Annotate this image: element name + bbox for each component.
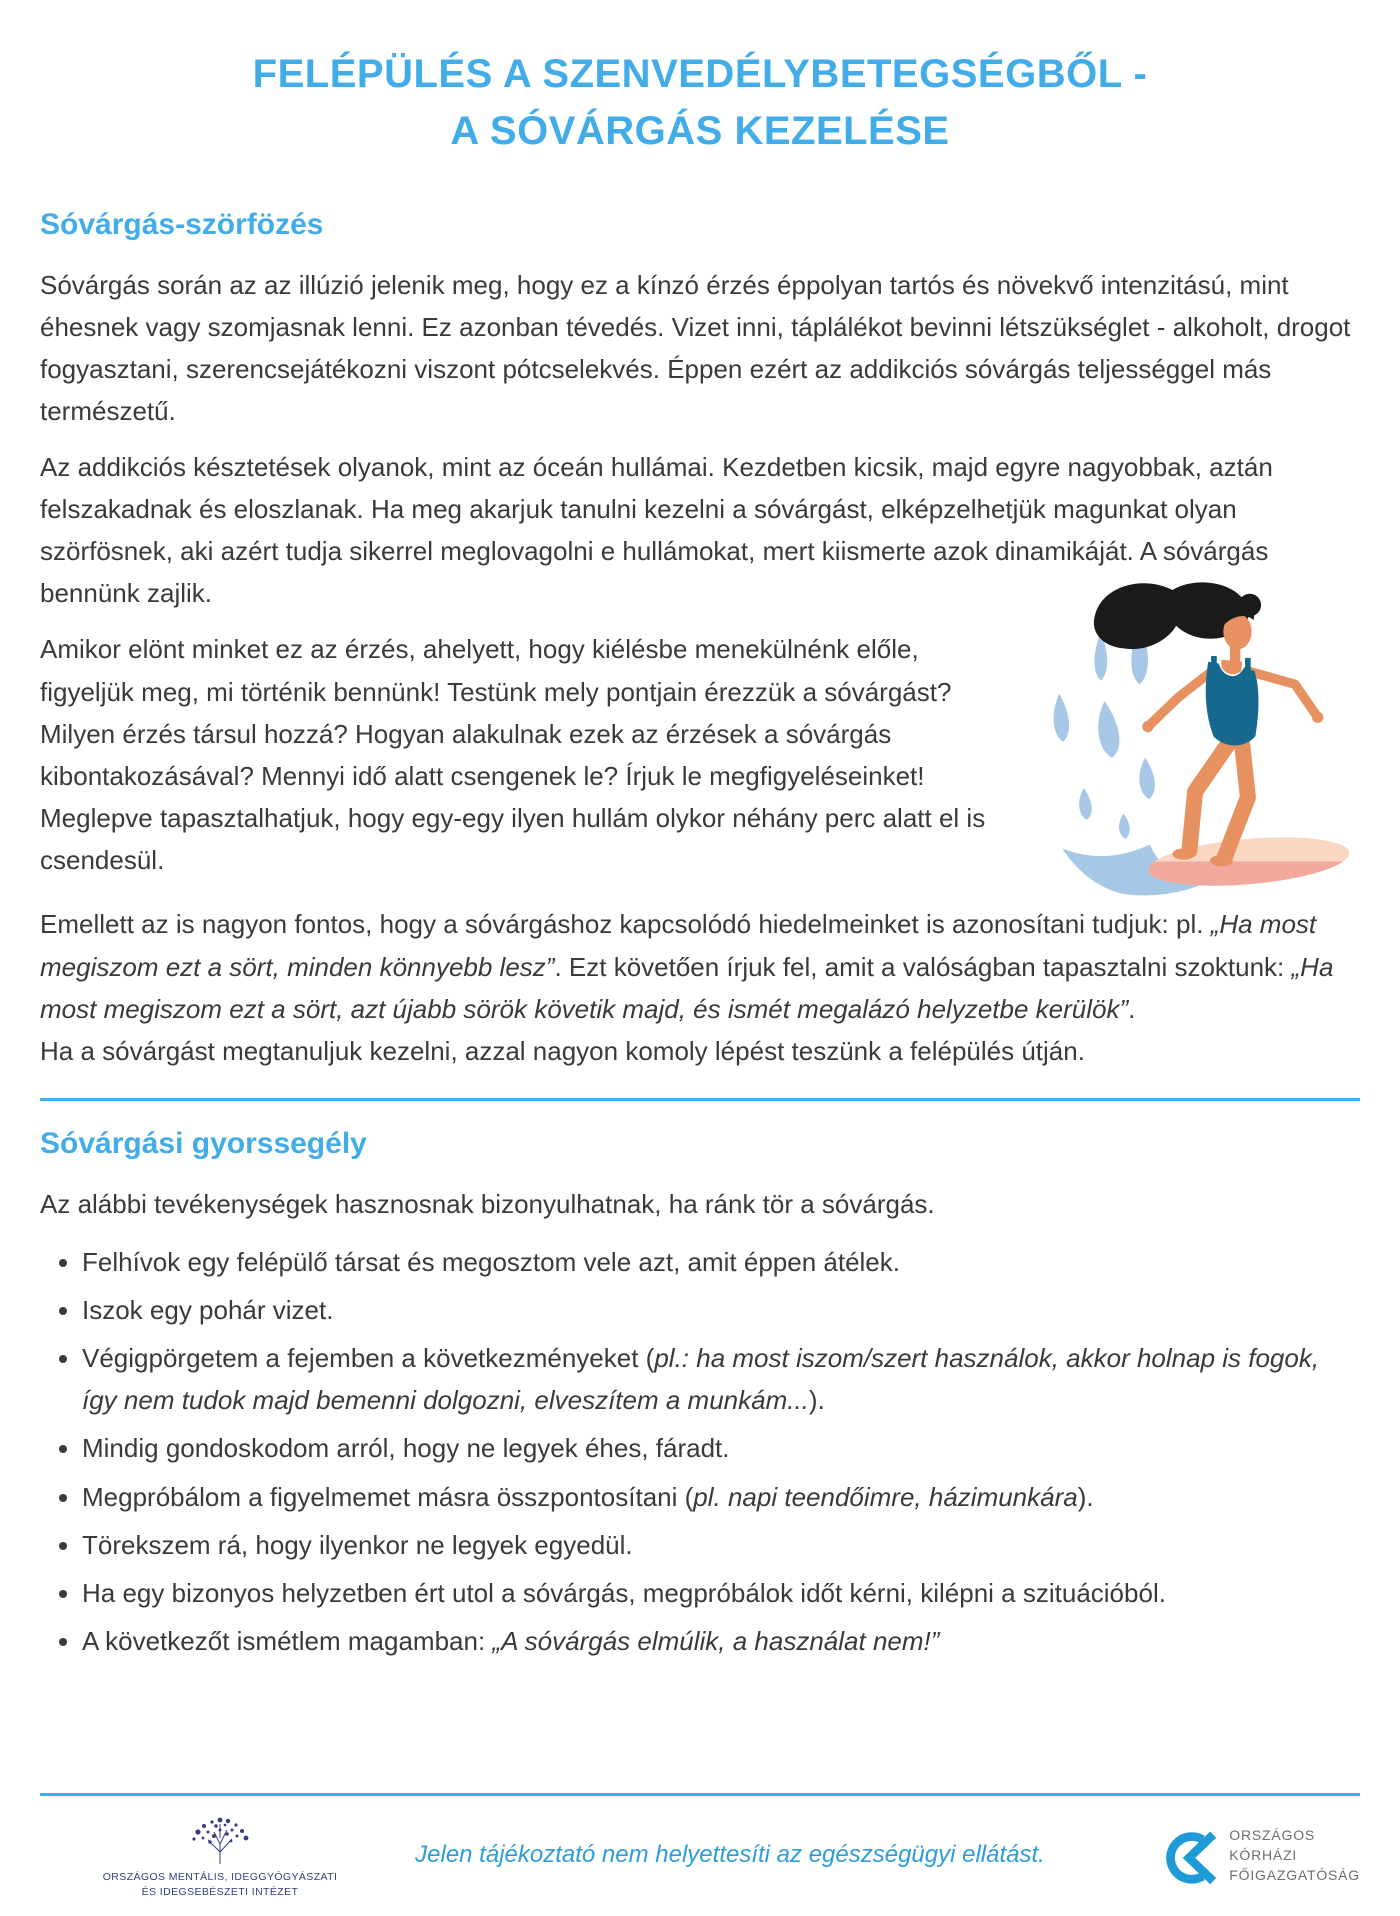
page-title-line2: A SÓVÁRGÁS KEZELÉSE (450, 108, 950, 153)
paragraph-beliefs (40, 903, 1360, 1029)
list-item: • Végigpörgetem a fejemben a következményeket (pl.: ha most iszom/szert használok, akkor holnap is fogok, így nem tudok majd bemenni dolgozni, elveszítem a munkám...). (82, 1337, 1360, 1421)
list-item: • A következőt ismétlem magamban: „A sóvárgás elmúlik, a használat nem!” (82, 1620, 1360, 1662)
list-item: • Mindig gondoskodom arról, hogy ne legyek éhes, fáradt. (82, 1427, 1360, 1469)
paragraph-craving-illusion: Sóvárgás során az az illúzió jelenik meg, hogy ez a kínzó érzés éppolyan tartós és növekvő intenzitású, mint éhesnek vagy szomjasnak lenni. Ez azonban tévedés. Vizet inni, táplálékot bevinni létszükséglet - alkoholt, drogot fogyasztani, szerencsejátékozni viszont pótcselekvés. Éppen ezért az addikciós sóvárgás teljességgel más természetű. (40, 269, 1351, 426)
omiii-logo-text (103, 1870, 338, 1900)
divider (40, 1098, 1360, 1101)
footer (40, 1793, 1360, 1900)
paragraph-ocean-waves: Az addikciós késztetések olyanok, mint az óceán hullámai. Kezdetben kicsik, majd egyre nagyobbak, aztán felszakadnak és eloszlanak. Ha meg akarjuk tanulni kezelni a sóvárgást, elképzelhetjük magunkat olyan szörfösnek, aki azért tudja sikerrel meglovagolni e hullámokat, mert kiismerte azok dinamikáját. A sóvárgás bennünk zajlik. (40, 452, 1273, 609)
list-item: • Megpróbálom a figyelmemet másra összpontosítani (pl. napi teendőimre, házimunkára). (82, 1476, 1360, 1518)
okfo-logo-line2: KÓRHÁZI (1229, 1846, 1298, 1863)
list-item: • Ha egy bizonyos helyzetben ért utol a sóvárgás, megpróbálok időt kérni, kilépni a szituációból. (82, 1572, 1360, 1614)
firstaid-list (40, 1241, 1360, 1662)
page-title (40, 0, 1360, 160)
dotted-tree-logo-icon (170, 1810, 270, 1866)
omiii-logo-line1: ORSZÁGOS MENTÁLIS, IDEGGYÓGYÁSZATI (102, 1870, 338, 1883)
text-run: . Ezt követően írjuk fel, amit a valóságban tapasztalni szoktunk: (554, 951, 1292, 982)
paragraph-with-illustration (40, 628, 1360, 903)
paragraph-recovery-step: Ha a sóvárgást megtanuljuk kezelni, azzal nagyon komoly lépést teszünk a felépülés útján. (40, 1035, 1085, 1066)
okfo-logo-line3: FŐIGAZGATÓSÁG (1229, 1866, 1360, 1883)
list-item: • Iszok egy pohár vizet. (82, 1289, 1360, 1331)
section-heading-firstaid: Sóvárgási gyorssegély (40, 1126, 367, 1160)
list-item: • Törekszem rá, hogy ilyenkor ne legyek egyedül. (82, 1524, 1360, 1566)
surfer-illustration-svg (1000, 573, 1360, 903)
okfo-logo (1060, 1824, 1360, 1886)
omiii-logo (40, 1810, 400, 1900)
ck-logo-icon (1157, 1824, 1219, 1886)
text-run: Emellett az is nagyon fontos, hogy a sóvárgáshoz kapcsolódó hiedelmeinket is azonosítani tudjuk: pl. (40, 909, 1211, 940)
paragraph-firstaid-intro: Az alábbi tevékenységek hasznosnak bizonyulhatnak, ha ránk tör a sóvárgás. (40, 1188, 935, 1219)
surfer-illustration (1000, 573, 1360, 903)
paragraph-observe-feelings: Amikor elönt minket ez az érzés, ahelyett, hogy kiélésbe menekülnénk előle, figyeljük meg, mi történik bennünk! Testünk mely pontjain érezzük a sóvárgást? Milyen érzés társul hozzá? Hogyan alakulnak ezek az érzések a sóvárgás kibontakozásával? Mennyi idő alatt csengenek le? Írjuk le megfigyeléseinket! Meglepve tapasztalhatjuk, hogy egy-egy ilyen hullám olykor néhány perc alatt el is csendesül. (40, 634, 986, 876)
quote-italic: „Ha most megiszom ezt a sört, azt újabb sörök követik majd, és ismét megalázó helyzetbe kerülök” (40, 951, 1334, 1024)
page-title-line1: FELÉPÜLÉS A SZENVEDÉLYBETEGSÉGBŐL - (252, 52, 1148, 96)
disclaimer-text: Jelen tájékoztató nem helyettesíti az egészségügyi ellátást. (415, 1840, 1045, 1868)
section-heading-surfing: Sóvárgás-szörfözés (40, 207, 324, 241)
text-run: . (1128, 993, 1136, 1024)
quote-italic: „Ha most megiszom ezt a sört, minden könnyebb lesz” (40, 909, 1317, 982)
list-item: • Felhívok egy felépülő társat és megosztom vele azt, amit éppen átélek. (82, 1241, 1360, 1283)
okfo-logo-line1: ORSZÁGOS (1229, 1826, 1316, 1843)
okfo-logo-text (1229, 1827, 1360, 1883)
omiii-logo-line2: ÉS IDEGSEBÉSZETI INTÉZET (141, 1885, 299, 1898)
